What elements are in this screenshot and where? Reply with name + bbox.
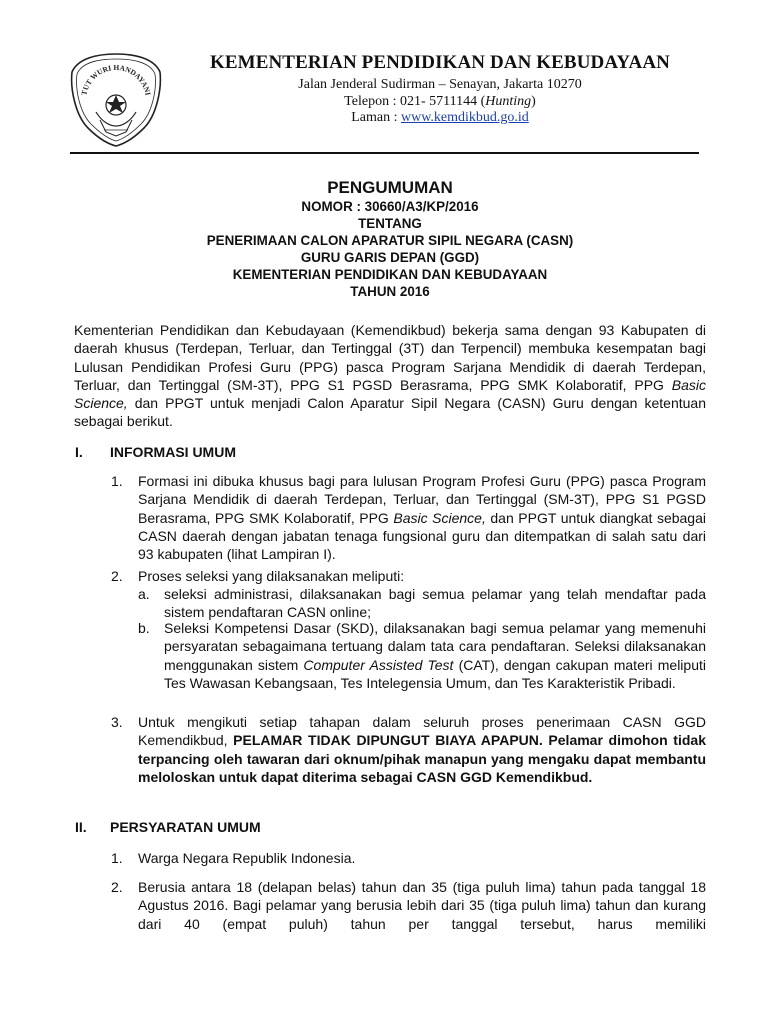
- announcement-subject-1: PENERIMAAN CALON APARATUR SIPIL NEGARA (CASN): [206, 233, 574, 248]
- announcement-about: TENTANG: [358, 216, 422, 231]
- s2-item-2-number: 2.: [111, 879, 123, 895]
- s1-item-2b-label: b.: [138, 620, 150, 636]
- s1-item-1-text: Formasi ini dibuka khusus bagi para lulusan Program Profesi Guru (PPG) pasca Program Sarjana Mendidik di daerah Terdepan, Terluar, dan Tertinggal (SM-3T), PPG S1 PGSD Berasrama, PPG SMK Kolaboratif, PPG Basic Science, dan PPGT untuk diangkat sebagai CASN daerah dengan jabatan tenaga fungsional guru dan ditempatkan di salah satu dari 93 kabupaten (lihat Lampiran I).: [138, 473, 706, 563]
- ministry-name: KEMENTERIAN PENDIDIKAN DAN KEBUDAYAAN: [210, 52, 670, 73]
- intro-paragraph: Kementerian Pendidikan dan Kebudayaan (Kemendikbud) bekerja sama dengan 93 Kabupaten di daerah khusus (Terdepan, Terluar, dan Tertinggal (3T) dan Terpencil) membuka kesempatan bagi Lulusan Pendidikan Profesi Guru (PPG) pasca Program Sarjana Mendidik di daerah Terdepan, Terluar, dan Tertinggal (SM-3T), PPG S1 PGSD Berasrama, PPG SMK Kolaboratif, PPG Basic Science, dan PPGT untuk menjadi Calon Aparatur Sipil Negara (CASN) Guru dengan ketentuan sebagai berikut.: [74, 322, 706, 430]
- website-link[interactable]: www.kemdikbud.go.id: [400, 110, 529, 125]
- s1-item-2b-text: Seleksi Kompetensi Dasar (SKD), dilaksanakan bagi semua pelamar yang memenuhi persyaratan sebagaimana tertuang dalam tata cara pendaftaran. Seleksi dilaksanakan menggunakan sistem Computer Assisted Test (CAT), dengan cakupan materi meliputi Tes Wawasan Kebangsaan, Tes Intelegensia Umum, dan Tes Karakteristik Pribadi.: [164, 620, 706, 691]
- section-2-number: II.: [75, 819, 87, 835]
- section-1-number: I.: [75, 444, 83, 460]
- section-2-title: PERSYARATAN UMUM: [110, 819, 261, 835]
- phone-hunting-label: Hunting: [485, 94, 532, 109]
- announcement-subject-3: KEMENTERIAN PENDIDIKAN DAN KEBUDAYAAN: [232, 267, 548, 282]
- s1-item-2-number: 2.: [111, 568, 123, 584]
- s1-item-3-text: Untuk mengikuti setiap tahapan dalam seluruh proses penerimaan CASN GGD Kemendikbud, PELAMAR TIDAK DIPUNGUT BIAYA APAPUN. Pelamar dimohon tidak terpancing oleh tawaran dari oknum/pihak manapun yang mengaku dapat membantu meloloskan untuk dapat diterima sebagai CASN GGD Kemendikbud.: [138, 714, 706, 785]
- svg-text:TUT WURI HANDAYANI: TUT WURI HANDAYANI: [79, 62, 153, 97]
- announcement-heading: PENGUMUMAN: [327, 178, 453, 197]
- s1-item-2-text: Proses seleksi yang dilaksanakan meliputi:: [138, 568, 405, 584]
- s1-item-3-number: 3.: [111, 714, 123, 730]
- section-1-title: INFORMASI UMUM: [110, 444, 236, 460]
- header-divider: [70, 152, 699, 154]
- s2-item-2-text: Berusia antara 18 (delapan belas) tahun dan 35 (tiga puluh lima) tahun pada tanggal 18 Agustus 2016. Bagi pelamar yang berusia lebih dari 35 (tiga puluh lima) tahun dan kurang dari 40 (empat puluh) tahun per tanggal tersebut, harus memiliki: [138, 879, 706, 932]
- s1-item-2a-label: a.: [138, 586, 150, 602]
- announcement-year: TAHUN 2016: [350, 284, 430, 299]
- s1-item-2a-text: seleksi administrasi, dilaksanakan bagi semua pelamar yang telah mendaftar pada sistem pendaftaran CASN online;: [164, 586, 706, 621]
- fee-warning: PELAMAR TIDAK DIPUNGUT BIAYA APAPUN. Pelamar dimohon tidak terpancing oleh tawaran dari oknum/pihak manapun yang mengaku dapat membantu meloloskan untuk dapat diterima sebagai CASN GGD Kemendikbud.: [138, 732, 706, 785]
- s2-item-1-number: 1.: [111, 850, 123, 866]
- ministry-phone: Telepon : 021- 5711144 (Hunting): [344, 94, 536, 109]
- ministry-logo-emblem: [66, 50, 166, 150]
- s1-item-1-number: 1.: [111, 473, 123, 489]
- s2-item-1-text: Warga Negara Republik Indonesia.: [138, 850, 356, 866]
- announcement-subject-2: GURU GARIS DEPAN (GGD): [300, 250, 480, 265]
- ministry-website: Laman : www.kemdikbud.go.id: [351, 110, 529, 125]
- ministry-address: Jalan Jenderal Sudirman – Senayan, Jakarta 10270: [298, 77, 582, 92]
- announcement-number: NOMOR : 30660/A3/KP/2016: [301, 199, 479, 214]
